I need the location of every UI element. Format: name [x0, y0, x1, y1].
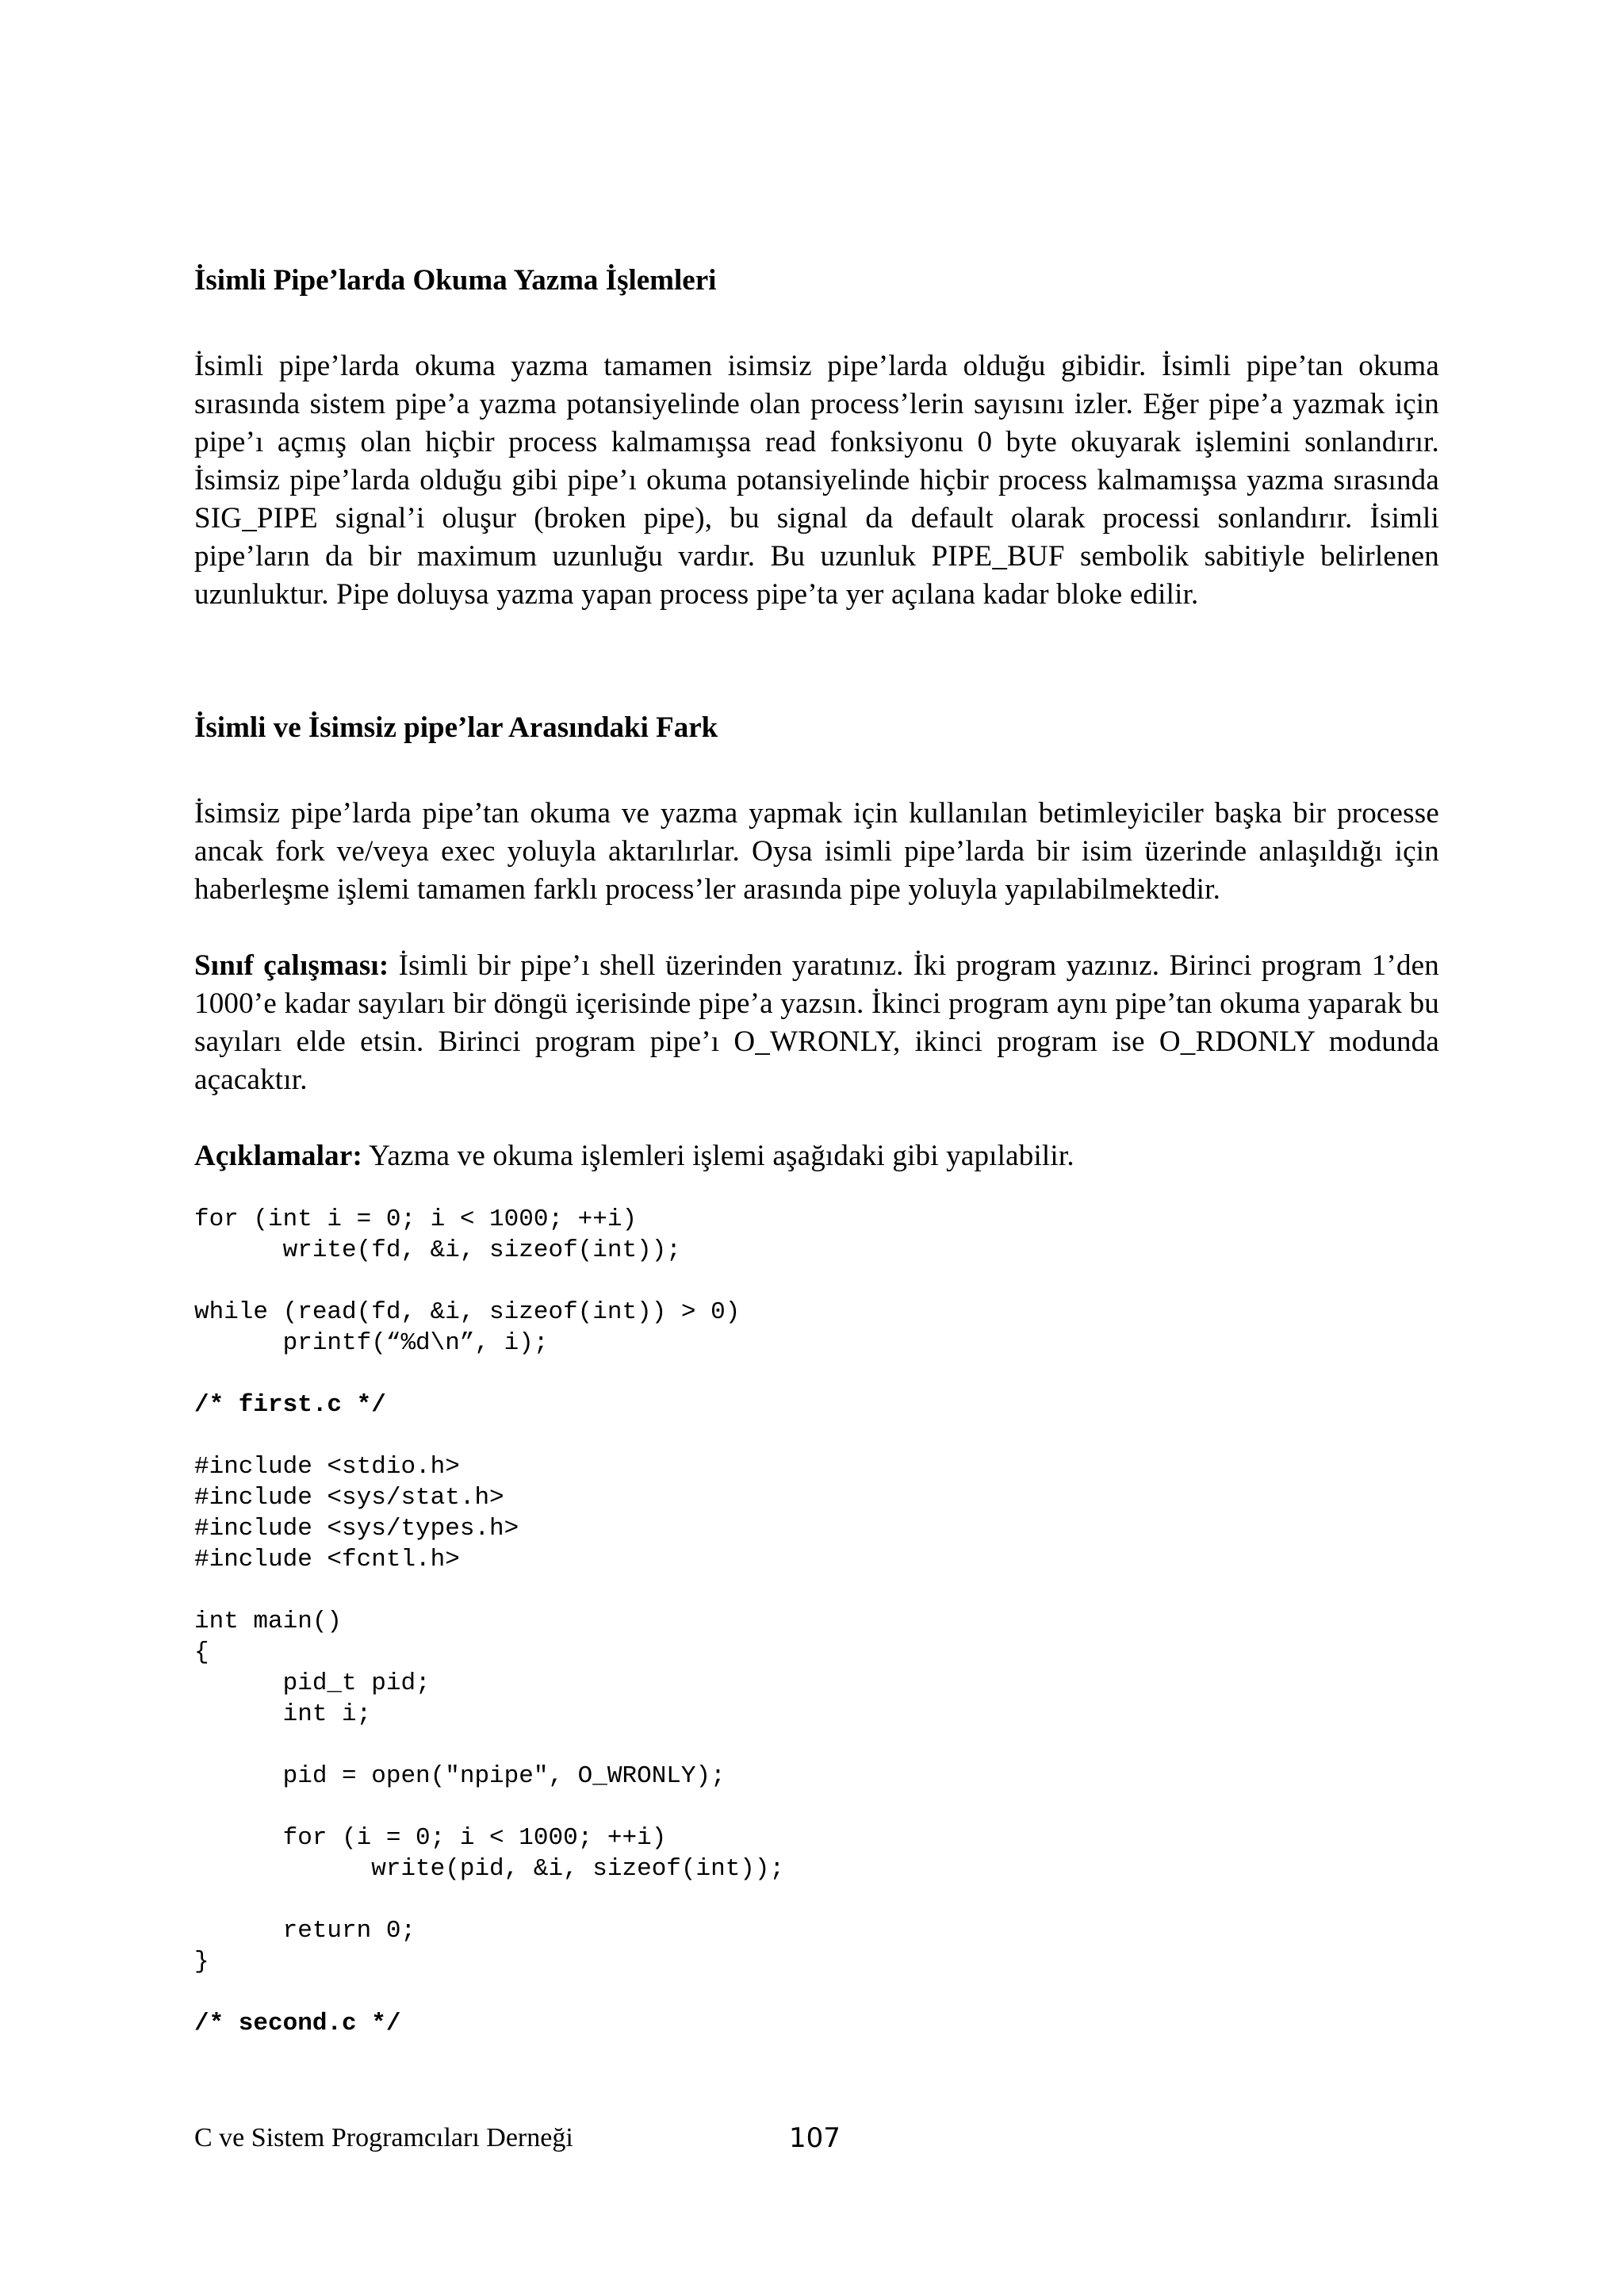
code-first-main: int main() { pid_t pid; int i; pid = open("npipe", O_WRONLY); for (i = 0; i < 1000; ++i) write(pid, &i, sizeof(int)); return 0; }	[194, 1608, 785, 1976]
class-work-text: İsimli bir pipe’ı shell üzerinden yaratınız. İki program yazınız. Birinci program 1’den 1000’e kadar sayıları bir döngü içerisinde pipe’a yazsın. İkinci program aynı pipe’tan okuma yaparak bu sayıları elde etsin. Birinci program pipe’ı O_WRONLY, ikinci program ise O_RDONLY modunda açacaktır.	[194, 949, 1439, 1096]
code-label-second-c: /* second.c */	[194, 2010, 401, 2037]
class-work-label: Sınıf çalışması:	[194, 949, 389, 982]
section-heading-named-pipe-io: İsimli Pipe’larda Okuma Yazma İşlemleri	[194, 264, 717, 297]
footer-organization: C ve Sistem Programcıları Derneği	[194, 2123, 573, 2152]
page-content	[194, 262, 1439, 2039]
paragraph-named-pipe-io: İsimli pipe’larda okuma yazma tamamen isimsiz pipe’larda olduğu gibidir. İsimli pipe’tan okuma sırasında sistem pipe’a yazma potansiyelinde olan process’lerin sayısını izler. Eğer pipe’a yazmak için pipe’ı açmış olan hiçbir process kalmamışsa read fonksiyonu 0 byte okuyarak işlemini sonlandırır. İsimsiz pipe’larda olduğu gibi pipe’ı okuma potansiyelinde hiçbir process kalmamışsa yazma sırasında SIG_PIPE signal’i oluşur (broken pipe), bu signal da default olarak processi sonlandırır. İsimli pipe’ların da bir maximum uzunluğu vardır. Bu uzunluk PIPE_BUF sembolik sabitiyle belirlenen uzunluktur. Pipe doluysa yazma yapan process pipe’ta yer açılana kadar bloke edilir.	[194, 350, 1439, 611]
page-number: 107	[789, 2122, 841, 2154]
code-snippet-write-loop: for (int i = 0; i < 1000; ++i) write(fd, &i, sizeof(int));	[194, 1205, 681, 1264]
code-label-first-c: /* first.c */	[194, 1391, 386, 1419]
section-heading-pipe-difference: İsimli ve İsimsiz pipe’lar Arasındaki Fark	[194, 711, 718, 744]
paragraph-pipe-difference: İsimsiz pipe’larda pipe’tan okuma ve yazma yapmak için kullanılan betimleyiciler başka bir processe ancak fork ve/veya exec yoluyla aktarılırlar. Oysa isimli pipe’larda bir isim üzerinde anlaşıldığı için haberleşme işlemi tamamen farklı process’ler arasında pipe yoluyla yapılabilmektedir.	[194, 797, 1439, 906]
paragraph-explanations	[194, 1137, 1439, 1175]
code-snippet-read-loop: while (read(fd, &i, sizeof(int)) > 0) printf(“%d\n”, i);	[194, 1298, 741, 1357]
paragraph-class-work	[194, 947, 1439, 1099]
page-footer	[194, 2119, 1439, 2157]
code-first-includes: #include <stdio.h> #include <sys/stat.h> #include <sys/types.h> #include <fcntl.h>	[194, 1453, 519, 1573]
explanations-text: Yazma ve okuma işlemleri işlemi aşağıdaki gibi yapılabilir.	[362, 1140, 1074, 1172]
explanations-label: Açıklamalar:	[194, 1140, 363, 1172]
